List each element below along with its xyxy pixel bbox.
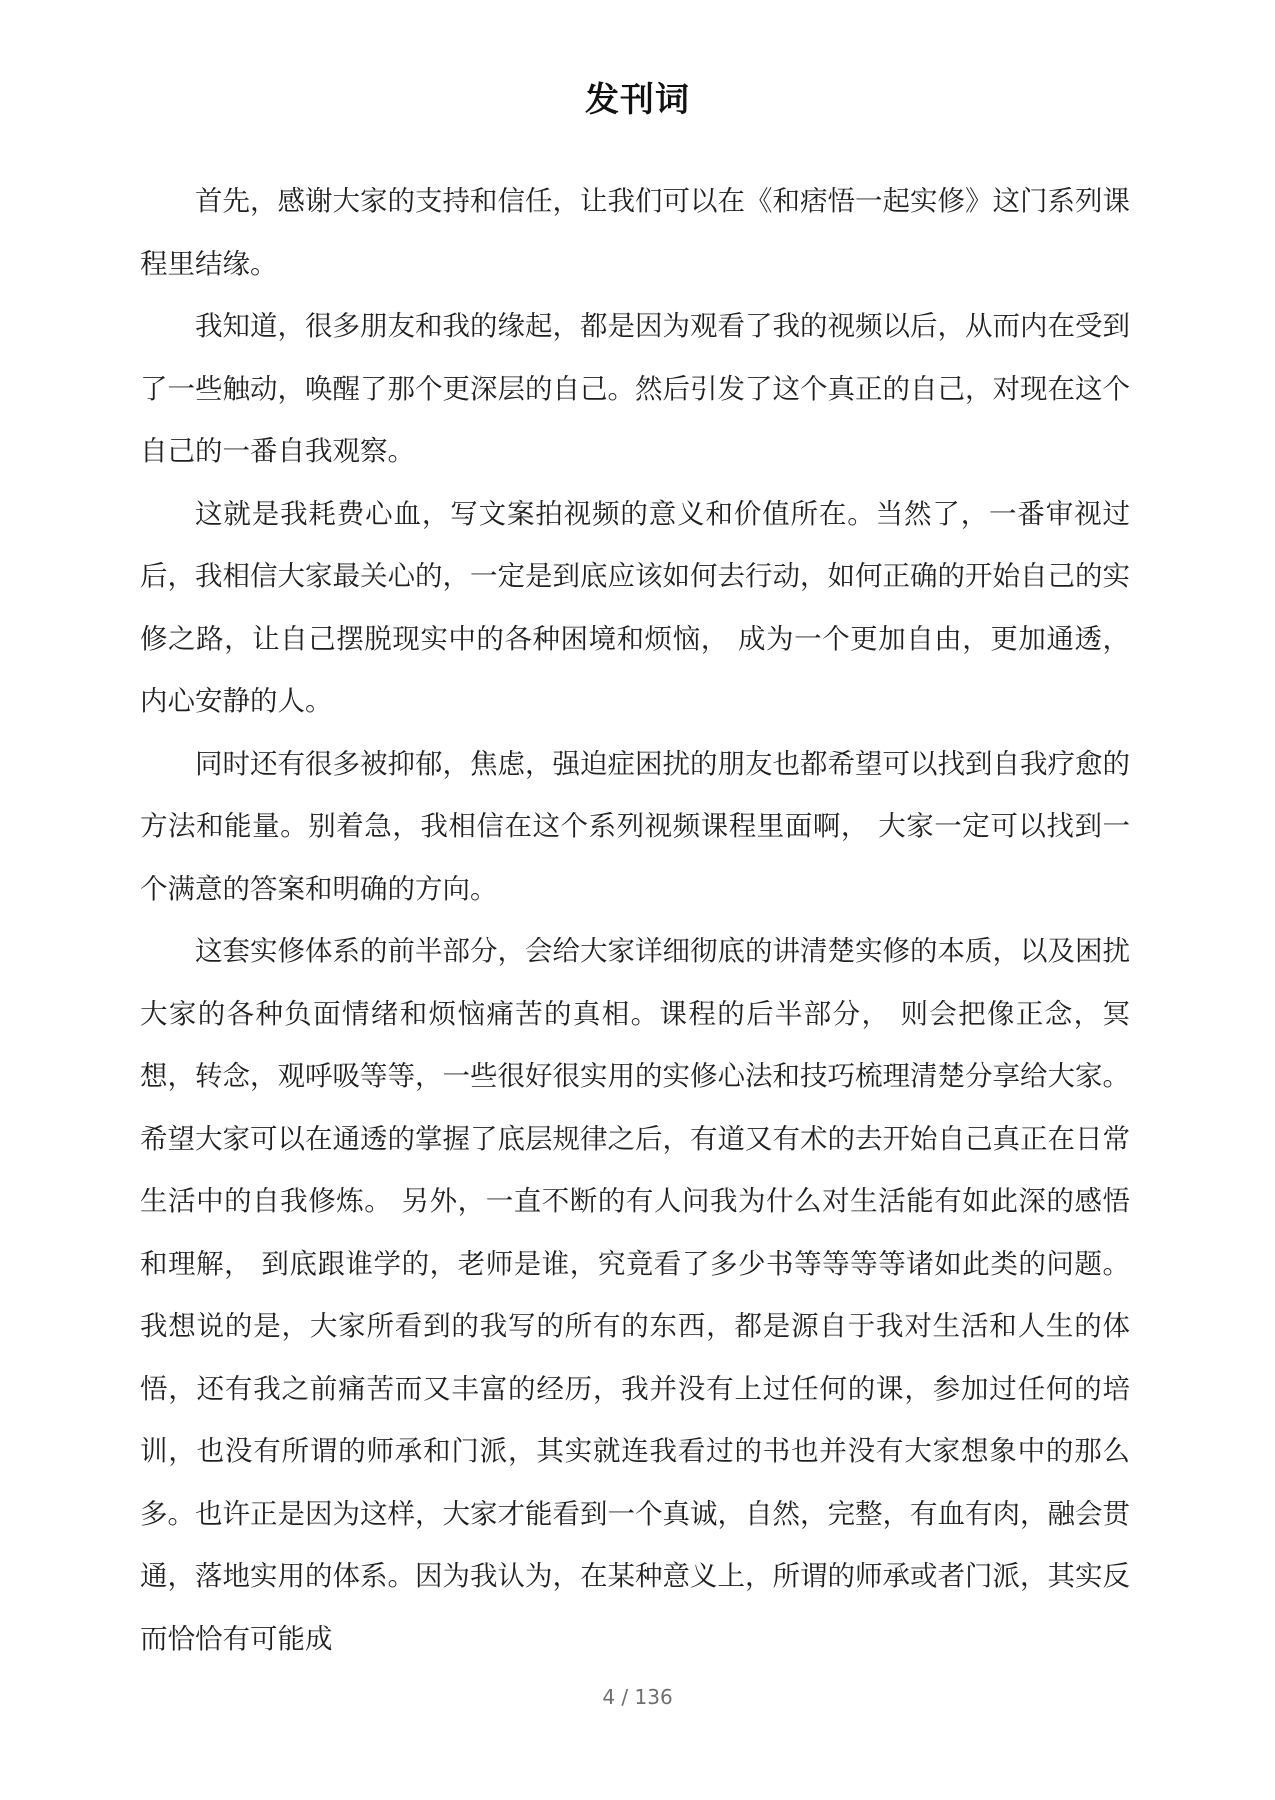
article-body xyxy=(140,170,1130,1670)
paragraph: 我知道，很多朋友和我的缘起，都是因为观看了我的视频以后，从而内在受到了一些触动，唤醒了那个更深层的自己。然后引发了这个真正的自己，对现在这个自己的一番自我观察。 xyxy=(140,310,1130,467)
page-number: 4 / 136 xyxy=(602,1685,673,1709)
paragraph: 同时还有很多被抑郁，焦虑，强迫症困扰的朋友也都希望可以找到自我疗愈的方法和能量。别着急，我相信在这个系列视频课程里面啊， 大家一定可以找到一个满意的答案和明确的方向。 xyxy=(140,747,1130,905)
page-title: 发刊词 xyxy=(585,80,690,120)
paragraph: 这就是我耗费心血，写文案拍视频的意义和价值所在。当然了，一番审视过后，我相信大家最关心的，一定是到底应该如何去行动，如何正确的开始自己的实修之路，让自己摆脱现实中的各种困境和烦恼， 成为一个更加自由，更加通透，内心安静的人。 xyxy=(140,497,1130,717)
paragraph: 首先，感谢大家的支持和信任，让我们可以在《和痞悟一起实修》这门系列课程里结缘。 xyxy=(140,185,1130,280)
paragraph: 这套实修体系的前半部分，会给大家详细彻底的讲清楚实修的本质，以及困扰大家的各种负面情绪和烦恼痛苦的真相。课程的后半部分， 则会把像正念，冥想，转念，观呼吸等等，一些很好很实用的实修心法和技巧梳理清楚分享给大家。希望大家可以在通透的掌握了底层规律之后，有道又有术的去开始自己真正在日常生活中的自我修炼。 另外，一直不断的有人问我为什么对生活能有如此深的感悟和理解， 到底跟谁学的，老师是谁，究竟看了多少书等等等等诸如此类的问题。我想说的是，大家所看到的我写的所有的东西，都是源自于我对生活和人生的体悟，还有我之前痛苦而又丰富的经历，我并没有上过任何的课，参加过任何的培训，也没有所谓的师承和门派，其实就连我看过的书也并没有大家想象中的那么多。也许正是因为这样，大家才能看到一个真诚，自然，完整，有血有肉，融会贯通，落地实用的体系。因为我认为，在某种意义上，所谓的师承或者门派，其实反而恰恰有可能成 xyxy=(140,935,1130,1655)
